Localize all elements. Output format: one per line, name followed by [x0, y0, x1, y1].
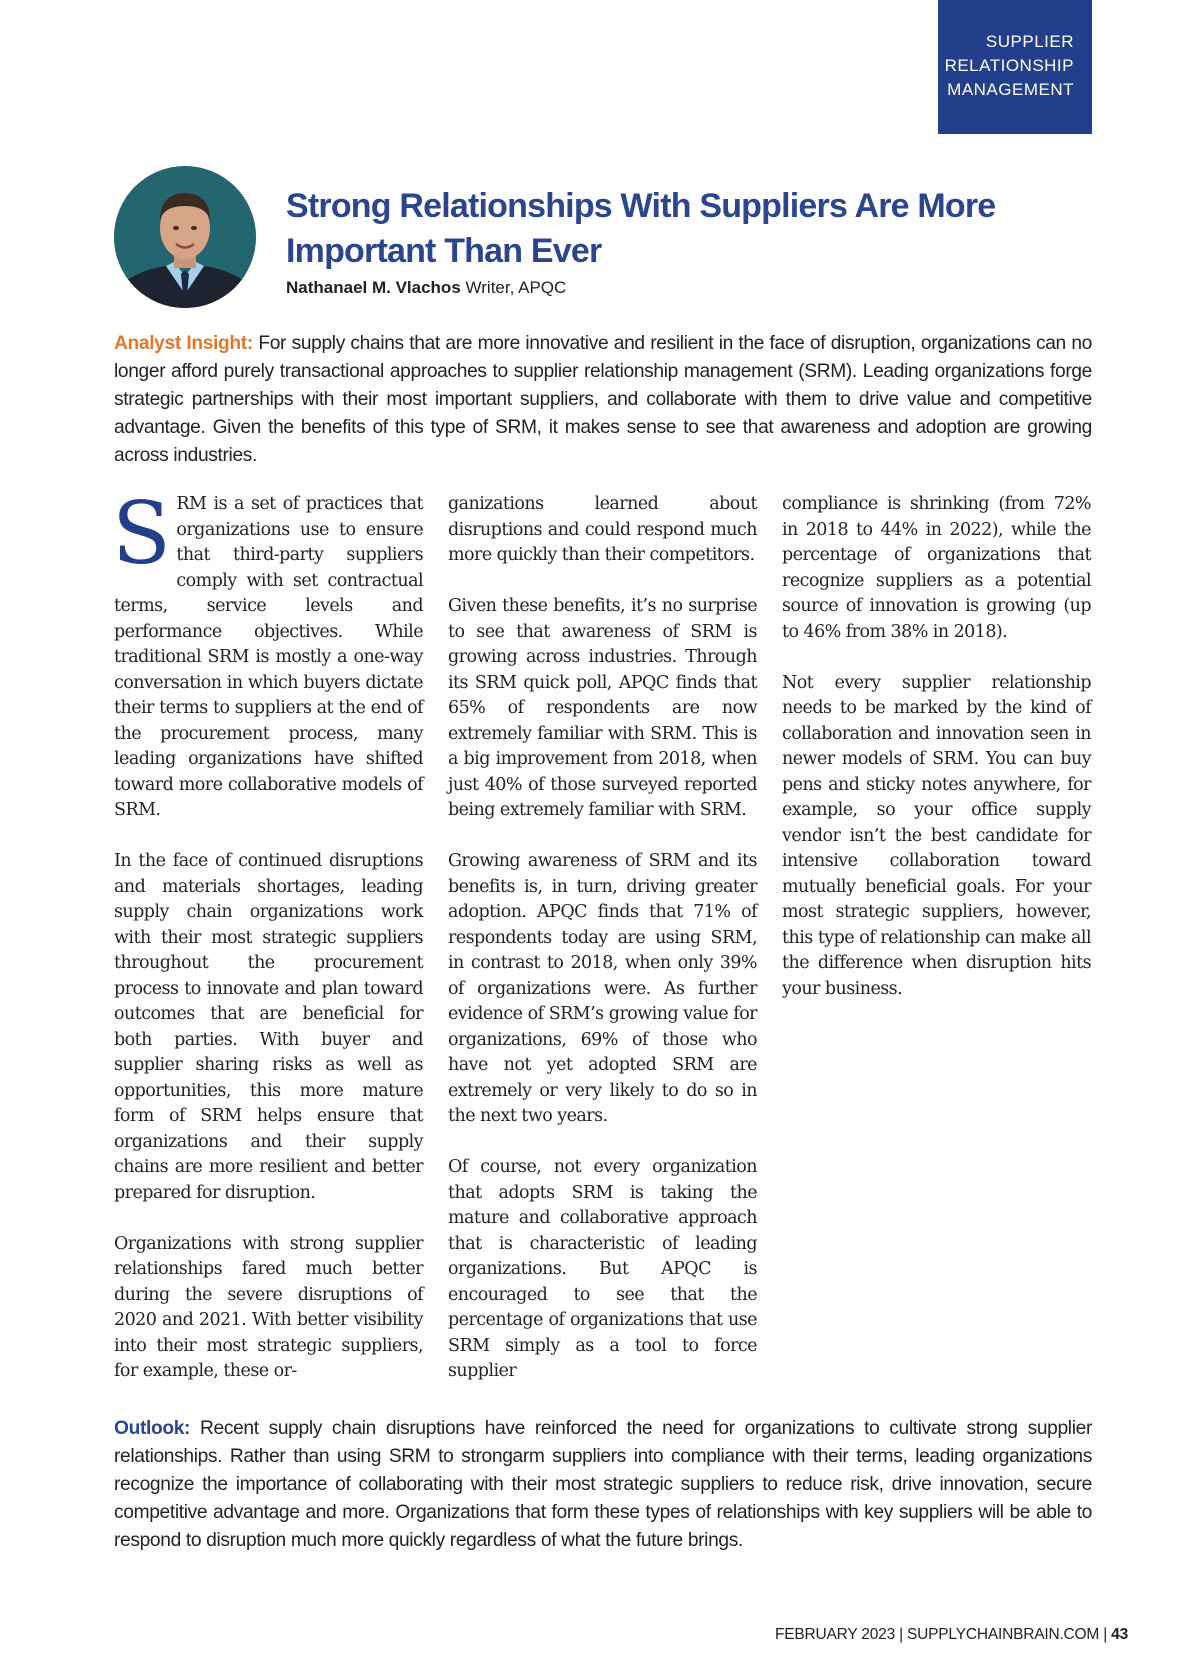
- body-paragraph: Organizations with strong supplier relationships fared much better during the severe disruptions of 2020 and 2021. With better visibility into their most strategic suppliers, for example, these or-: [114, 1233, 423, 1381]
- body-paragraph: In the face of continued disruptions and materials shortages, leading supply chain organizations work with their most strategic suppliers throughout the procurement process to innovate and plan toward outcomes that are beneficial for both parties. With buyer and supplier sharing risks as well as opportunities, this more mature form of SRM helps ensure that organizations and their supply chains are more resilient and better prepared for disruption.: [114, 851, 423, 1203]
- paragraph-text: RM is a set of practices that organizations use to ensure that third-party suppliers comply with set contractual terms, service levels and performance objectives. While traditional SRM is mostly a one-way conversation in which buyers dictate their terms to suppliers at the end of the procurement process, many leading organizations have shifted toward more collaborative models of SRM.: [114, 494, 423, 820]
- footer-text: FEBRUARY 2023 | SUPPLYCHAINBRAIN.COM |: [774, 1626, 1108, 1643]
- analyst-insight-label: Analyst Insight:: [114, 333, 253, 354]
- author-role: Writer, APQC: [465, 278, 567, 297]
- author-avatar: [114, 166, 256, 308]
- analyst-insight-text: For supply chains that are more innovative and resilient in the face of disruption, organizations can no longer afford purely transactional approaches to supplier relationship management (SRM). Leading organizations forge strategic partnerships with their most important suppliers, and collaborate with them to drive value and competitive advantage. Given the benefits of this type of SRM, it makes sense to see that awareness and adoption are growing across industries.: [114, 333, 1092, 466]
- body-paragraph: Of course, not every organization that adopts SRM is taking the mature and collaborative approach that is characteristic of leading organizations. But APQC is encouraged to see that the percentage of organizations that use SRM simply as a tool to force supplier: [448, 1157, 757, 1381]
- byline: [286, 278, 566, 298]
- drop-cap: S: [112, 484, 171, 584]
- outlook-label: Outlook:: [114, 1418, 191, 1439]
- outlook-text: Recent supply chain disruptions have reinforced the need for organizations to cultivate strong supplier relationships. Rather than using SRM to strongarm suppliers into compliance with their terms, leading organizations recognize the importance of collaborating with their most strategic suppliers to reduce risk, drive innovation, secure competitive advantage and more. Organizations that form these types of relationships with key suppliers will be able to respond to disruption much more quickly regardless of what the future brings.: [114, 1418, 1092, 1551]
- outlook: [114, 1415, 1092, 1555]
- page-footer: [775, 1626, 1128, 1644]
- article-title: Strong Relationships With Suppliers Are More Important Than Ever: [286, 187, 996, 270]
- body-column-1: [112, 484, 423, 1410]
- body-paragraph: [112, 484, 423, 824]
- body-paragraph: Given these benefits, it’s no surprise to see that awareness of SRM is growing across industries. Through its SRM quick poll, APQC finds that 65% of respondents are now extremely familiar with SRM. This is a big improvement from 2018, when just 40% of those surveyed reported being extremely familiar with SRM.: [448, 596, 757, 820]
- author-name: Nathanael M. Vlachos: [286, 278, 461, 297]
- section-tag: [938, 0, 1092, 134]
- section-tag-line: MANAGEMENT: [947, 80, 1074, 99]
- section-tag-line: RELATIONSHIP: [944, 56, 1074, 75]
- body-column-2: [448, 492, 757, 1410]
- analyst-insight: [114, 330, 1092, 470]
- body-paragraph: ganizations learned about disruptions and could respond much more quickly than their competitors.: [448, 494, 757, 565]
- body-column-3: [782, 492, 1091, 1028]
- body-paragraph: compliance is shrinking (from 72% in 2018 to 44% in 2022), while the percentage of organizations that recognize suppliers as a potential source of innovation is growing (up to 46% from 38% in 2018).: [782, 494, 1091, 642]
- page-number: 43: [1111, 1626, 1128, 1643]
- body-paragraph: Growing awareness of SRM and its benefits is, in turn, driving greater adoption. APQC finds that 71% of respondents today are using SRM, in contrast to 2018, when only 39% of organizations were. As further evidence of SRM’s growing value for organizations, 69% of those who have not yet adopted SRM are extremely or very likely to do so in the next two years.: [448, 851, 757, 1126]
- section-tag-line: SUPPLIER: [985, 32, 1074, 51]
- body-paragraph: Not every supplier relationship needs to be marked by the kind of collaboration and innovation seen in newer models of SRM. You can buy pens and sticky notes anywhere, for example, so your office supply vendor isn’t the best candidate for intensive collaboration toward mutually beneficial goals. For your most strategic suppliers, however, this type of relationship can make all the difference when disruption hits your business.: [782, 672, 1091, 999]
